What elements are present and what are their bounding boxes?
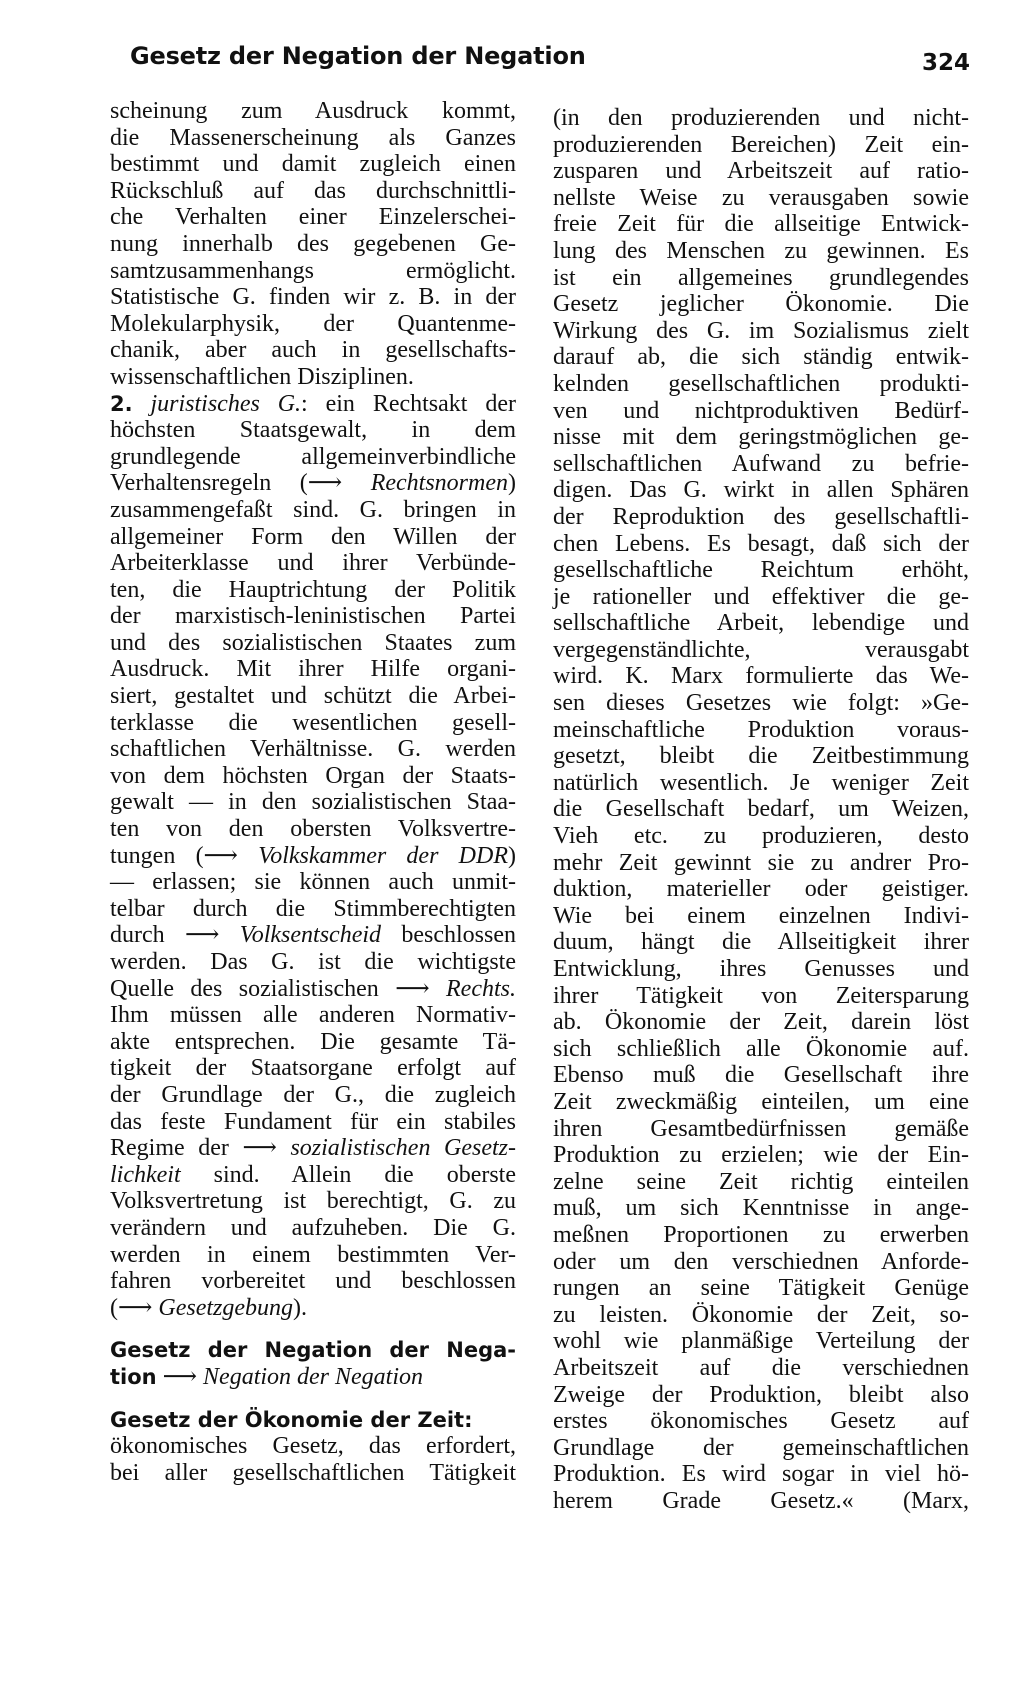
text-line: wohl wie planmäßige Verteilung der [553, 1328, 969, 1355]
text-line: der Grundlage der G., die zugleich [110, 1081, 516, 1108]
text-line: muß, um sich Kenntnisse in ange- [553, 1195, 969, 1222]
text-line: telbar durch die Stimmberechtigten [110, 895, 516, 922]
text-line: zusammengefaßt sind. G. bringen in [110, 496, 516, 523]
text-line: von dem höchsten Organ der Staats- [110, 762, 516, 789]
cross-reference-gesetzlichkeit-cont[interactable]: lichkeit [110, 1161, 181, 1188]
text-line: sellschaftlichen Aufwand zu befrie- [553, 450, 969, 477]
text-line: gewalt — in den sozialistischen Staa- [110, 789, 516, 816]
right-column [553, 105, 969, 1514]
text-line: darauf ab, die sich ständig entwik- [553, 344, 969, 371]
text-line [110, 843, 516, 870]
text-line: Zeit zweckmäßig einteilen, um eine [553, 1088, 969, 1115]
text-line: schaftlichen Verhältnisse. G. werden [110, 736, 516, 763]
text-fragment: Regime der ⟶ [110, 1135, 291, 1162]
text-line: samtzusammenhangs ermöglicht. [110, 257, 516, 284]
text-line: freie Zeit für die allseitige Entwick- [553, 211, 969, 238]
text-line: Ausdruck. Mit ihrer Hilfe organi- [110, 656, 516, 683]
text-line: ab. Ökonomie der Zeit, darein löst [553, 1009, 969, 1036]
text-line [110, 1162, 516, 1189]
text-fragment: durch ⟶ [110, 922, 240, 949]
cross-reference-volksentscheid[interactable]: Volksentscheid [239, 922, 382, 949]
text-line: grundlegende allgemeinverbindliche [110, 443, 516, 470]
text-line: Zweige der Produktion, bleibt also [553, 1381, 969, 1408]
text-line: kelnden gesellschaftlichen produkti- [553, 370, 969, 397]
text-line: und des sozialistischen Staates zum [110, 629, 516, 656]
text-fragment: sind. Allein die oberste [180, 1161, 516, 1188]
item-text: : ein Rechtsakt der [301, 390, 516, 417]
text-line: ökonomisches Gesetz, das erfordert, [110, 1433, 516, 1460]
text-line: Wirkung des G. im Sozialismus zielt [553, 317, 969, 344]
text-line: akte entsprechen. Die gesamte Tä- [110, 1028, 516, 1055]
text-line: wissenschaftlichen Disziplinen. [110, 363, 414, 390]
text-line: — erlassen; sie können auch unmit- [110, 869, 516, 896]
text-line: ihrer Tätigkeit von Zeitersparung [553, 982, 969, 1009]
text-line: je rationeller und effektiver die ge- [553, 583, 969, 610]
text-line: zusparen und Arbeitszeit auf ratio- [553, 158, 969, 185]
text-fragment: Verhaltensregeln (⟶ [110, 470, 371, 497]
text-line: oder um den verschiednen Anforde- [553, 1248, 969, 1275]
item-2-first-line [110, 391, 516, 418]
text-line: sen dieses Gesetzes wie folgt: »Ge- [553, 690, 969, 717]
text-line: die Massenerscheinung als Ganzes [110, 124, 516, 151]
text-line: gesetzt, bleibt die Zeitbestimmung [553, 743, 969, 770]
text-line: meßnen Proportionen zu erwerben [553, 1221, 969, 1248]
text-line: mehr Zeit gewinnt sie zu andrer Pro- [553, 849, 969, 876]
text-fragment: ) [508, 470, 516, 497]
cross-reference-volkskammer[interactable]: Volkskammer der DDR [258, 842, 508, 869]
text-line: das feste Fundament für ein stabiles [110, 1108, 516, 1135]
cross-reference-gesetzlichkeit[interactable]: sozialistischen Gesetz- [290, 1135, 516, 1162]
text-line: Ebenso muß die Gesellschaft ihre [553, 1062, 969, 1089]
text-line: ihren Gesamtbedürfnissen gemäße [553, 1115, 969, 1142]
text-line: Produktion. Es wird sogar in viel hö- [553, 1461, 969, 1488]
text-line: wird. K. Marx formulierte das We- [553, 663, 969, 690]
page-header [130, 42, 970, 82]
text-line [110, 1295, 516, 1322]
text-line: duktion, materieller oder geistiger. [553, 876, 969, 903]
text-line: digen. Das G. wirkt in allen Sphären [553, 477, 969, 504]
text-line [110, 1135, 516, 1162]
text-line: Statistische G. finden wir z. B. in der [110, 284, 516, 311]
text-line: höchsten Staatsgewalt, in dem [110, 417, 516, 444]
text-line: der marxistisch-leninistischen Partei [110, 603, 516, 630]
cross-reference-negation[interactable]: Negation der Negation [203, 1363, 424, 1390]
text-line: herem Grade Gesetz.« (Marx, [553, 1487, 969, 1514]
entry-spacer [110, 1391, 516, 1407]
text-line: natürlich wesentlich. Je weniger Zeit [553, 769, 969, 796]
text-line: lung des Menschen zu gewinnen. Es [553, 237, 969, 264]
text-line: Rückschluß auf das durchschnittli- [110, 177, 516, 204]
text-line: scheinung zum Ausdruck kommt, [110, 98, 516, 124]
text-line: Arbeiterklasse und ihrer Verbünde- [110, 550, 516, 577]
entry-heading-negation [110, 1337, 516, 1364]
text-line: chen Lebens. Es besagt, daß sich der [553, 530, 969, 557]
text-fragment: beschlossen [381, 922, 516, 949]
entry-heading-oekonomie [110, 1407, 516, 1434]
text-line [110, 976, 516, 1003]
text-line: ten, die Hauptrichtung der Politik [110, 576, 516, 603]
text-fragment: ). [293, 1294, 308, 1321]
text-line: bestimmt und damit zugleich einen [110, 151, 516, 178]
text-line: Volksvertretung ist berechtigt, G. zu [110, 1188, 516, 1215]
text-line: siert, gestaltet und schützt die Arbei- [110, 683, 516, 710]
text-line: chanik, aber auch in gesellschafts- [110, 337, 516, 364]
text-line: werden. Das G. ist die wichtigste [110, 949, 516, 975]
cross-reference-rechts[interactable]: Rechts. [446, 975, 516, 1002]
text-line: bei aller gesellschaftlichen Tätigkeit [110, 1459, 516, 1486]
text-line: nellste Weise zu verausgaben sowie [553, 184, 969, 211]
text-line: sellschaftliche Arbeit, lebendige und [553, 610, 969, 637]
text-line: nisse mit dem geringstmöglichen ge- [553, 424, 969, 451]
text-line: Arbeitszeit auf die verschiednen [553, 1354, 969, 1381]
text-line: ven und nichtproduktiven Bedürf- [553, 397, 969, 424]
text-line: meinschaftliche Produktion voraus- [553, 716, 969, 743]
text-line: produzierenden Bereichen) Zeit ein- [553, 131, 969, 158]
text-line: Ihm müssen alle anderen Normativ- [110, 1002, 516, 1029]
entry-heading-text: tion [110, 1364, 157, 1389]
text-fragment: ⟶ [156, 1363, 204, 1390]
text-fragment: (⟶ [110, 1294, 159, 1321]
text-line: erstes ökonomisches Gesetz auf [553, 1408, 969, 1435]
entry-heading-negation-cont [110, 1364, 516, 1391]
text-line [110, 470, 516, 497]
text-line: Grundlage der gemeinschaftlichen [553, 1434, 969, 1461]
text-fragment: Quelle des sozialistischen ⟶ [110, 975, 447, 1002]
text-line: nung innerhalb des gegebenen Ge- [110, 230, 516, 257]
page-number: 324 [921, 50, 970, 76]
entry-heading-text: Gesetz der Ökonomie der Zeit: [110, 1407, 473, 1432]
text-line: (in den produzierenden und nicht- [553, 105, 969, 131]
entry-spacer [110, 1321, 516, 1337]
text-line: Vieh etc. zu produzieren, desto [553, 823, 969, 850]
text-line: terklasse die wesentlichen gesell- [110, 709, 516, 736]
text-line [110, 922, 516, 949]
text-line: der Reproduktion des gesellschaftli- [553, 503, 969, 530]
text-line: allgemeiner Form den Willen der [110, 523, 516, 550]
text-fragment: ) [508, 842, 516, 869]
cross-reference-rechtsnormen[interactable]: Rechtsnormen [370, 470, 508, 497]
text-line: duum, hängt die Allseitigkeit ihrer [553, 929, 969, 956]
cross-reference-gesetzgebung[interactable]: Gesetzgebung [158, 1294, 294, 1321]
text-line: zu leisten. Ökonomie der Zeit, so- [553, 1301, 969, 1328]
text-line: zelne seine Zeit richtig einteilen [553, 1168, 969, 1195]
text-line: werden in einem bestimmten Ver- [110, 1241, 516, 1268]
text-line: ten von den obersten Volksvertre- [110, 816, 516, 843]
text-line: che Verhalten einer Einzelerschei- [110, 204, 516, 231]
item-number: 2. [110, 391, 133, 416]
text-line: tigkeit der Staatsorgane erfolgt auf [110, 1055, 516, 1082]
text-line: rungen an seine Tätigkeit Genüge [553, 1275, 969, 1302]
text-line: vergegenständlichte, verausgabt [553, 636, 969, 663]
item-term: juristisches G. [150, 390, 302, 417]
text-line: Entwicklung, ihres Genusses und [553, 956, 969, 982]
running-head: Gesetz der Negation der Negation [130, 42, 586, 70]
text-line: Produktion zu erzielen; wie der Ein- [553, 1142, 969, 1169]
left-column [110, 98, 516, 1486]
text-line: Wie bei einem einzelnen Indivi- [553, 902, 969, 929]
text-line: ist ein allgemeines grundlegendes [553, 264, 969, 291]
text-line: Molekularphysik, der Quantenme- [110, 310, 516, 337]
text-line: fahren vorbereitet und beschlossen [110, 1268, 516, 1295]
text-line: die Gesellschaft bedarf, um Weizen, [553, 796, 969, 823]
text-line: verändern und aufzuheben. Die G. [110, 1214, 516, 1241]
text-line: Gesetz jeglicher Ökonomie. Die [553, 291, 969, 318]
text-fragment: tungen (⟶ [110, 842, 259, 869]
text-line: gesellschaftliche Reichtum erhöht, [553, 557, 969, 584]
entry-heading-text: Gesetz der Negation der Nega- [110, 1338, 516, 1363]
text-line: sich schließlich alle Ökonomie auf. [553, 1035, 969, 1062]
